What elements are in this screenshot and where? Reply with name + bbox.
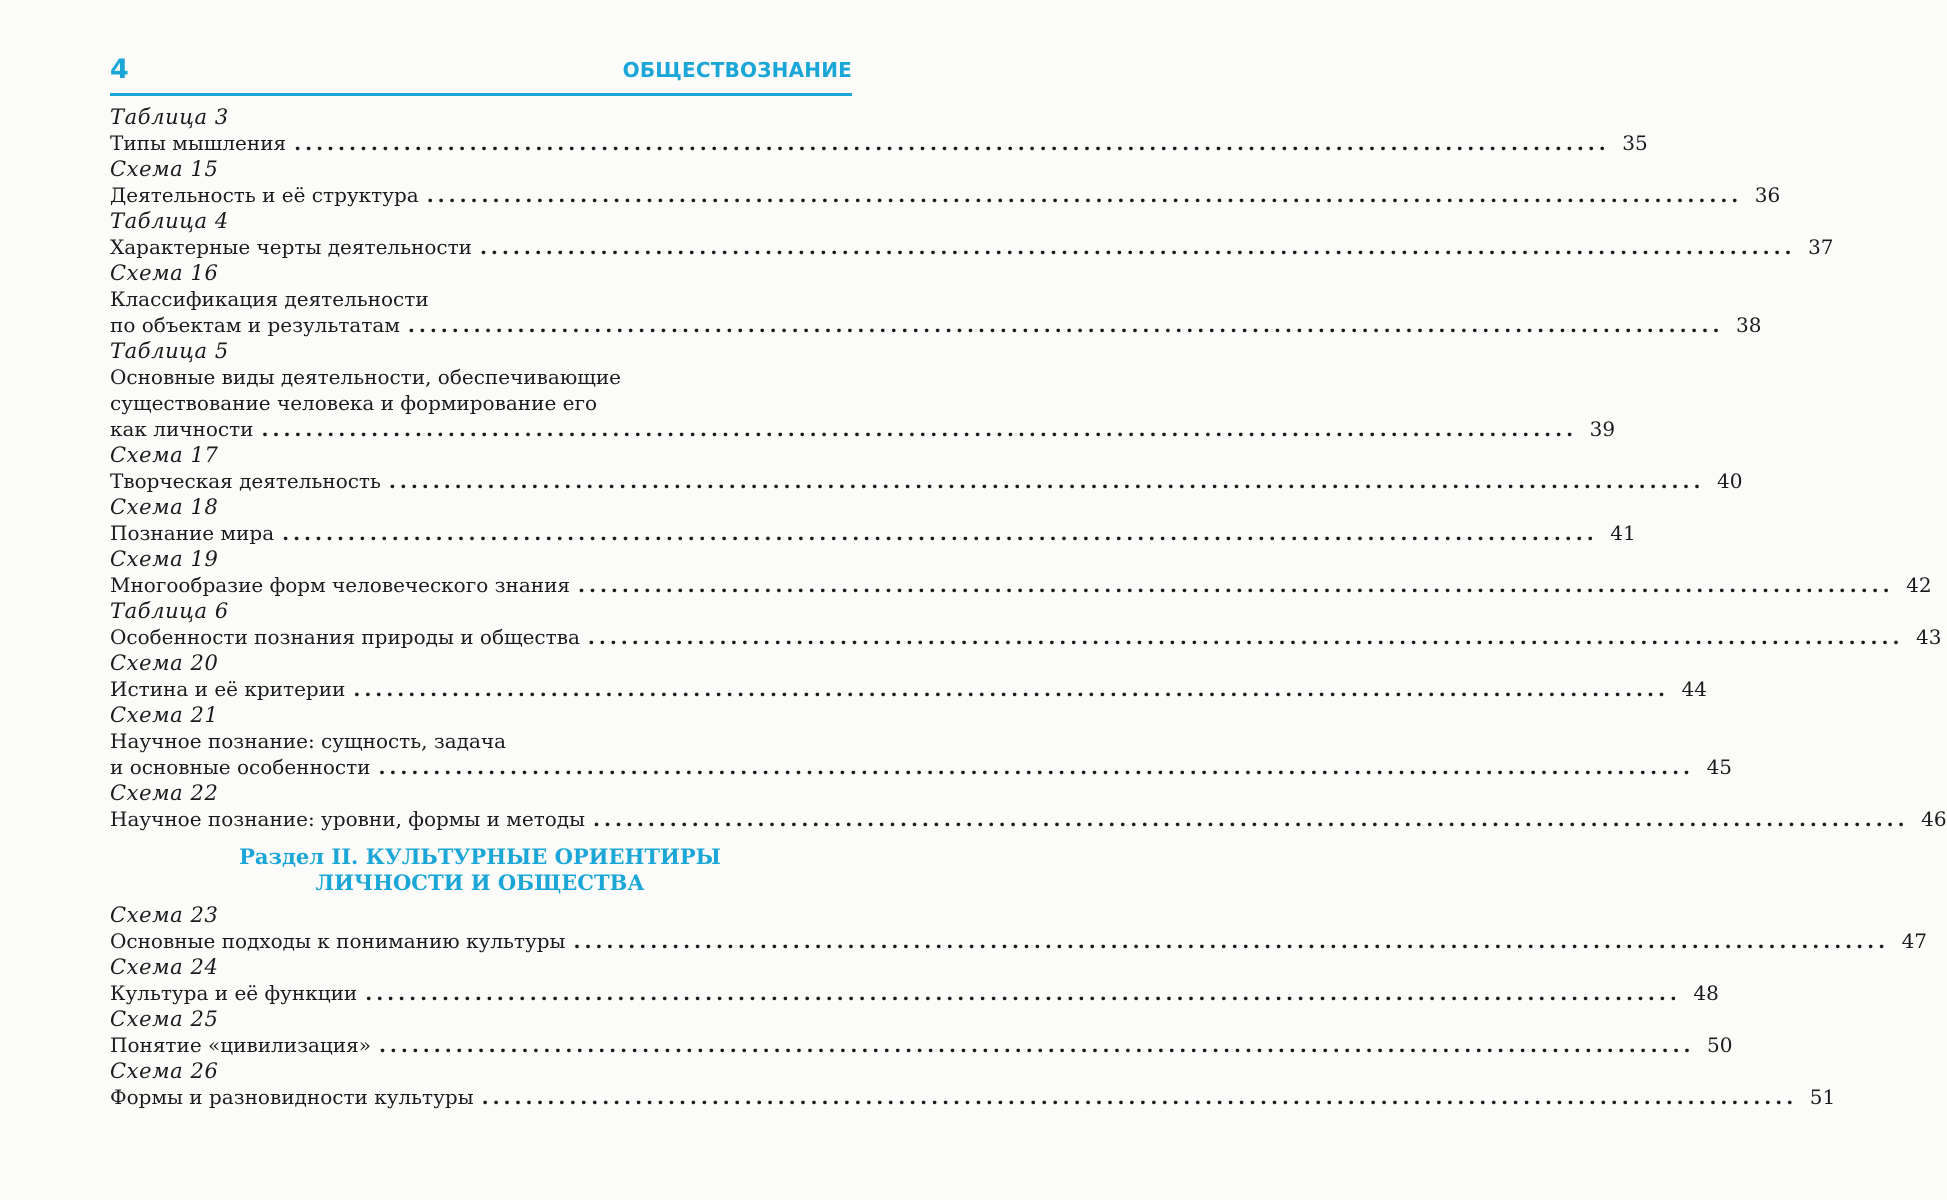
toc-entry-title-line: и основные особенности bbox=[110, 755, 371, 779]
page-header bbox=[110, 52, 852, 92]
table-of-contents bbox=[110, 104, 1947, 1110]
dot-leader: ........................................................................................................................ bbox=[407, 313, 1724, 337]
section-heading bbox=[110, 844, 850, 896]
toc-entry-page: 41 bbox=[1610, 521, 1636, 545]
toc-entry-page: 51 bbox=[1809, 1085, 1836, 1109]
toc-entry-title-line: Культура и её функции bbox=[110, 981, 358, 1005]
toc-entry-label: Таблица 3 bbox=[110, 105, 229, 129]
toc-entry-label: Схема 20 bbox=[110, 651, 219, 675]
toc-entry-title-line: Научное познание: сущность, задача bbox=[110, 729, 507, 753]
dot-leader: ........................................................................................................................ bbox=[294, 131, 1610, 155]
dot-leader: ........................................................................................................................ bbox=[378, 755, 1695, 779]
toc-entry-label: Схема 19 bbox=[110, 547, 219, 571]
toc-entry bbox=[110, 624, 1942, 650]
toc-entry-title-line: по объектам и результатам bbox=[110, 313, 400, 337]
toc-entry-label: Таблица 4 bbox=[110, 209, 229, 233]
toc-entry-title-line: Особенности познания природы и общества bbox=[110, 625, 580, 649]
toc-entry-page: 37 bbox=[1808, 235, 1834, 259]
toc-entry-label: Таблица 6 bbox=[110, 599, 229, 623]
toc-entry bbox=[110, 468, 1743, 494]
toc-entry bbox=[110, 928, 1928, 954]
toc-entry-page: 36 bbox=[1754, 183, 1781, 207]
toc-entry-page: 39 bbox=[1589, 417, 1616, 441]
toc-entry-title-line: Понятие «цивилизация» bbox=[110, 1033, 371, 1057]
toc-entry-label: Схема 23 bbox=[110, 903, 219, 927]
dot-leader: ........................................................................................................................ bbox=[261, 417, 1578, 441]
toc-entry-page: 43 bbox=[1915, 625, 1942, 649]
toc-entry-page: 50 bbox=[1707, 1033, 1733, 1057]
toc-entry bbox=[110, 806, 1947, 832]
toc-entry-title-line: Формы и разновидности культуры bbox=[110, 1085, 474, 1109]
toc-entry-page: 44 bbox=[1681, 677, 1707, 701]
toc-entry-label: Схема 25 bbox=[110, 1007, 219, 1031]
toc-entry-label: Схема 26 bbox=[110, 1059, 219, 1083]
toc-entry-title-line: существование человека и формирование его bbox=[110, 391, 597, 415]
toc-entry bbox=[110, 234, 1834, 260]
toc-entry bbox=[110, 182, 1781, 208]
toc-entry-title-line: Творческая деятельность bbox=[110, 469, 381, 493]
section-heading-line: Раздел II. КУЛЬТУРНЫЕ ОРИЕНТИРЫ bbox=[239, 844, 721, 869]
toc-entry-label: Схема 21 bbox=[110, 703, 219, 727]
toc-part-1 bbox=[110, 104, 1947, 832]
toc-entry-label: Схема 15 bbox=[110, 157, 219, 181]
dot-leader: ........................................................................................................................ bbox=[587, 625, 1904, 649]
toc-entry-title-line: Характерные черты деятельности bbox=[110, 235, 472, 259]
toc-entry-page: 45 bbox=[1706, 755, 1733, 779]
toc-entry-title-line: Основные виды деятельности, обеспечивающие bbox=[110, 365, 621, 389]
header-rule bbox=[110, 93, 852, 96]
toc-entry-label: Схема 24 bbox=[110, 955, 219, 979]
toc-entry bbox=[110, 1084, 1836, 1110]
toc-entry-page: 35 bbox=[1622, 131, 1648, 155]
toc-entry-page: 46 bbox=[1921, 807, 1947, 831]
dot-leader: ........................................................................................................................ bbox=[388, 469, 1705, 493]
dot-leader: ........................................................................................................................ bbox=[481, 1085, 1798, 1109]
toc-entry-label: Схема 17 bbox=[110, 443, 219, 467]
toc-entry-title-line: Основные подходы к пониманию культуры bbox=[110, 929, 566, 953]
toc-entry-label: Схема 16 bbox=[110, 261, 219, 285]
page-number: 4 bbox=[110, 54, 129, 85]
toc-entry-title-line: Классификация деятельности bbox=[110, 287, 429, 311]
toc-entry-page: 47 bbox=[1901, 929, 1928, 953]
section-heading-line: ЛИЧНОСТИ И ОБЩЕСТВА bbox=[315, 870, 645, 895]
toc-entry bbox=[110, 728, 1733, 780]
toc-entry-page: 38 bbox=[1736, 313, 1762, 337]
toc-part-2 bbox=[110, 902, 1928, 1110]
toc-entry-page: 42 bbox=[1906, 573, 1932, 597]
toc-entry-title-line: Типы мышления bbox=[110, 131, 287, 155]
toc-entry-title-line: как личности bbox=[110, 417, 254, 441]
toc-entry-title-line: Познание мира bbox=[110, 521, 275, 545]
dot-leader: ........................................................................................................................ bbox=[593, 807, 1909, 831]
dot-leader: ........................................................................................................................ bbox=[573, 929, 1890, 953]
running-title: ОБЩЕСТВОЗНАНИЕ bbox=[622, 58, 852, 82]
toc-entry-title-line: Научное познание: уровни, формы и методы bbox=[110, 807, 586, 831]
toc-entry-label: Схема 22 bbox=[110, 781, 219, 805]
toc-entry-label: Таблица 5 bbox=[110, 339, 229, 363]
toc-entry bbox=[110, 1032, 1733, 1058]
toc-entry-title-line: Деятельность и её структура bbox=[110, 183, 419, 207]
toc-entry bbox=[110, 980, 1719, 1006]
toc-entry bbox=[110, 572, 1932, 598]
toc-entry bbox=[110, 364, 1616, 442]
dot-leader: ........................................................................................................................ bbox=[479, 235, 1796, 259]
toc-entry-page: 40 bbox=[1716, 469, 1743, 493]
dot-leader: ........................................................................................................................ bbox=[282, 521, 1598, 545]
toc-entry bbox=[110, 286, 1762, 338]
toc-entry bbox=[110, 130, 1648, 156]
dot-leader: ........................................................................................................................ bbox=[378, 1033, 1695, 1057]
toc-entry-title-line: Многообразие форм человеческого знания bbox=[110, 573, 571, 597]
toc-entry bbox=[110, 676, 1707, 702]
dot-leader: ........................................................................................................................ bbox=[578, 573, 1894, 597]
toc-entry bbox=[110, 520, 1636, 546]
dot-leader: ........................................................................................................................ bbox=[353, 677, 1669, 701]
dot-leader: ........................................................................................................................ bbox=[426, 183, 1743, 207]
toc-entry-page: 48 bbox=[1693, 981, 1719, 1005]
toc-entry-label: Схема 18 bbox=[110, 495, 219, 519]
toc-entry-title-line: Истина и её критерии bbox=[110, 677, 346, 701]
dot-leader: ........................................................................................................................ bbox=[365, 981, 1681, 1005]
